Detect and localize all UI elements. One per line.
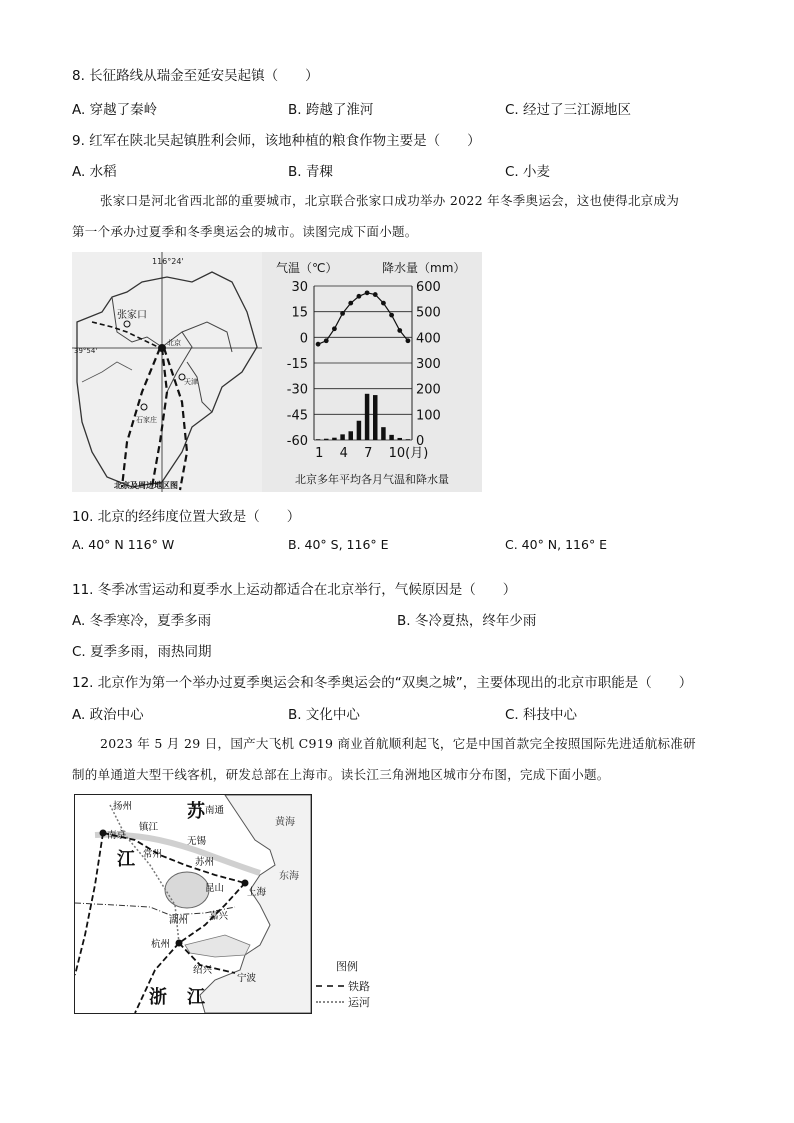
x-tick-label: 1: [315, 446, 324, 461]
temp-tick-label: 30: [291, 280, 308, 295]
q9-option-c: C. 小麦: [505, 164, 551, 180]
q8-option-b: B. 跨越了淮河: [288, 102, 374, 118]
precip-bar: [406, 439, 410, 440]
passage-beijing-line2: 第一个承办过夏季和冬季奥运会的城市。读图完成下面小题。: [72, 224, 418, 239]
province-label-zhe: 浙: [149, 987, 167, 1008]
beijing-region-map: [72, 252, 262, 492]
q9-stem: 9. 红军在陕北吴起镇胜利会师，该地种植的粮食作物主要是（ ）: [72, 133, 481, 149]
precip-bar: [340, 434, 344, 440]
temperature-point: [348, 301, 353, 306]
precip-bar: [389, 435, 393, 440]
map-legend: [316, 956, 386, 1012]
province-label-jiang1: 江: [117, 849, 135, 870]
q9-option-b: B. 青稞: [288, 164, 333, 180]
city-changzhou: 常州: [143, 849, 163, 860]
beijing-climate-chart: [262, 252, 482, 492]
yangtze-delta-map: [74, 794, 312, 1014]
precip-bar: [357, 421, 361, 440]
temperature-point: [381, 301, 386, 306]
latitude-label: 39°54': [74, 347, 98, 355]
temp-tick-label: -45: [286, 408, 308, 424]
city-shaoxing: 绍兴: [193, 965, 213, 976]
temperature-point: [357, 294, 362, 299]
q11-option-b: B. 冬冷夏热，终年少雨: [397, 613, 537, 629]
q12-stem: 12. 北京作为第一个举办过夏季奥运会和冬季奥运会的“双奥之城”，主要体现出的北京市职能是（ ）: [72, 675, 693, 691]
precip-bar: [381, 427, 385, 440]
city-tianjin: 天津: [184, 378, 198, 386]
temperature-point: [397, 328, 402, 333]
precip-bar: [398, 438, 402, 440]
passage-c919: [72, 728, 722, 790]
sea-label-donghai: 东海: [279, 871, 299, 882]
x-tick-label: 10(月): [388, 446, 429, 461]
passage-c919-line2: 制的单通道大型干线客机，研发总部在上海市。读长江三角洲地区城市分布图，完成下面小题。: [72, 767, 610, 782]
city-wuxi: 无锡: [187, 836, 207, 847]
precip-bar: [373, 395, 377, 440]
temperature-point: [324, 338, 329, 343]
city-zhenjiang: 镇江: [139, 822, 159, 833]
temperature-point: [373, 292, 378, 297]
chart-title: 北京多年平均各月气温和降水量: [295, 473, 449, 486]
precip-bar: [316, 439, 320, 440]
city-suzhou: 苏州: [195, 857, 215, 868]
q10-option-a: A. 40° N 116° W: [72, 537, 175, 552]
x-tick-label: 7: [364, 446, 373, 461]
temp-tick-label: 15: [291, 305, 308, 321]
passage-beijing-line1: 张家口是河北省西北部的重要城市，北京联合张家口成功举办 2022 年冬季奥运会，这也使得北京成为: [100, 193, 680, 208]
x-tick-label: 4: [339, 446, 348, 461]
temperature-point: [332, 326, 337, 331]
precip-tick-label: 200: [416, 382, 441, 398]
legend-rail-label: 铁路: [348, 980, 370, 993]
precip-tick-label: 0: [416, 434, 425, 449]
legend-canal-label: 运河: [348, 996, 370, 1009]
temperature-point: [340, 311, 345, 316]
q12-option-c: C. 科技中心: [505, 707, 578, 723]
q10-stem: 10. 北京的经纬度位置大致是（ ）: [72, 509, 301, 525]
city-shijiazhuang: 石家庄: [136, 416, 157, 424]
city-yangzhou: 扬州: [113, 801, 133, 812]
q9-option-a: A. 水稻: [72, 164, 117, 180]
longitude-label: 116°24': [152, 257, 184, 266]
precip-axis-title: 降水量（mm）: [382, 261, 466, 275]
temp-tick-label: -15: [286, 357, 308, 372]
temperature-point: [406, 338, 411, 343]
precip-bar: [332, 438, 336, 440]
precip-bar: [365, 394, 369, 440]
precip-bar: [324, 439, 328, 440]
sea-label-huanghai: 黄海: [275, 817, 295, 828]
q8-stem: 8. 长征路线从瑞金至延安吴起镇（ ）: [72, 68, 319, 84]
city-hangzhou: 杭州: [151, 939, 171, 950]
precip-tick-label: 600: [416, 280, 441, 295]
province-label-su: 苏: [187, 801, 205, 822]
temperature-point: [365, 290, 370, 295]
legend-rail-symbol: [316, 985, 344, 987]
temp-tick-label: -60: [286, 434, 308, 449]
precip-bar: [349, 431, 353, 440]
city-kunshan: 昆山: [205, 883, 225, 894]
province-label-jiang2: 江: [187, 987, 205, 1008]
precip-tick-label: 500: [416, 305, 441, 321]
city-shanghai: 上海: [247, 887, 267, 898]
city-jiaxing: 嘉兴: [209, 911, 229, 922]
city-zhangjiakou: 张家口: [117, 310, 147, 321]
q8-option-a: A. 穿越了秦岭: [72, 102, 158, 118]
q11-option-c: C. 夏季多雨，雨热同期: [72, 644, 212, 660]
temperature-point: [316, 342, 321, 347]
precip-tick-label: 100: [416, 408, 441, 424]
city-ningbo: 宁波: [237, 973, 257, 984]
temperature-point: [389, 313, 394, 318]
map-caption: 北京及周边地区图: [114, 481, 178, 490]
q12-option-b: B. 文化中心: [288, 707, 360, 723]
legend-canal-symbol: [316, 1001, 344, 1003]
temp-axis-title: 气温（℃）: [276, 261, 338, 275]
legend-title: 图例: [336, 960, 358, 973]
temp-tick-label: 0: [299, 331, 308, 347]
q10-option-b: B. 40° S, 116° E: [288, 537, 389, 552]
q8-option-c: C. 经过了三江源地区: [505, 102, 632, 118]
q11-stem: 11. 冬季冰雪运动和夏季水上运动都适合在北京举行，气候原因是（ ）: [72, 582, 517, 598]
q11-option-a: A. 冬季寒冷，夏季多雨: [72, 613, 212, 629]
q12-option-a: A. 政治中心: [72, 707, 144, 723]
precip-tick-label: 300: [416, 357, 441, 372]
city-nanjing: 南京: [107, 830, 127, 841]
city-beijing: 北京: [167, 339, 181, 347]
q10-option-c: C. 40° N, 116° E: [505, 537, 608, 552]
precip-tick-label: 400: [416, 331, 441, 347]
city-huzhou: 湖州: [169, 915, 189, 926]
city-nantong: 南通: [205, 805, 225, 816]
temp-tick-label: -30: [286, 382, 308, 398]
passage-beijing: [72, 185, 722, 247]
passage-c919-line1: 2023 年 5 月 29 日，国产大飞机 C919 商业首航顺利起飞，它是中国首款完全按照国际先进适航标准研: [100, 736, 696, 751]
